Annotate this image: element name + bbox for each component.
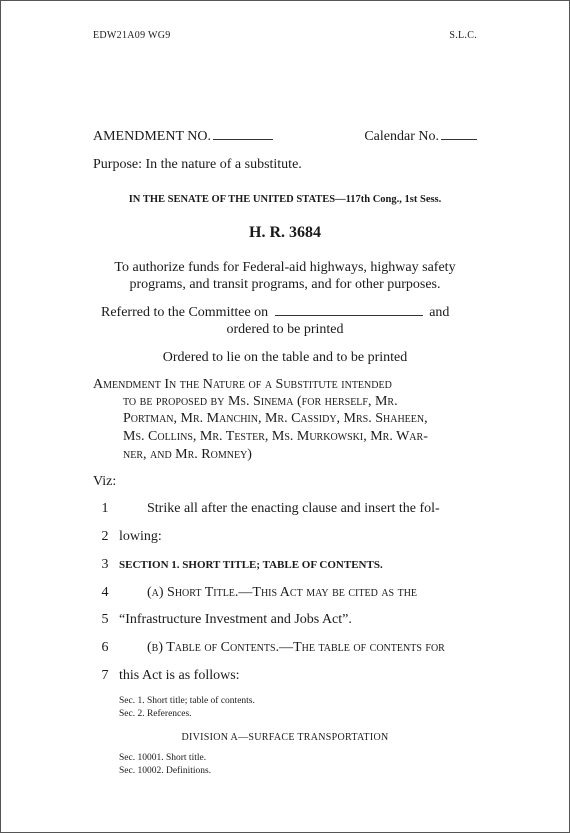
viz-label: Viz: bbox=[93, 474, 117, 489]
line-text: lowing: bbox=[119, 529, 162, 544]
line-text: (a) Short Title.—This Act may be cited as the bbox=[147, 585, 418, 600]
line-text: this Act is as follows: bbox=[119, 668, 240, 683]
line-text: “Infrastructure Investment and Jobs Act”. bbox=[119, 612, 352, 627]
ans-line-5: ner, and Mr. Romney) bbox=[123, 447, 252, 462]
ordered-table-line: Ordered to lie on the table and to be printed bbox=[162, 350, 408, 365]
bill-title-line-2: programs, and transit programs, and for other purposes. bbox=[129, 277, 441, 292]
line-number: 1 bbox=[101, 501, 109, 516]
committee-blank bbox=[275, 315, 423, 316]
referred-line bbox=[101, 305, 449, 321]
ans-line-4: Ms. Collins, Mr. Tester, Ms. Murkowski, Mr. War- bbox=[123, 429, 428, 444]
amendment-no bbox=[93, 129, 273, 145]
section-heading: SECTION 1. SHORT TITLE; TABLE OF CONTENTS. bbox=[119, 559, 383, 571]
line-number: 3 bbox=[101, 557, 109, 572]
doc-code: EDW21A09 WG9 bbox=[93, 30, 171, 41]
line-number: 4 bbox=[101, 585, 109, 600]
line-text: (b) Table of Contents.—The table of contents for bbox=[147, 640, 445, 655]
line-number: 6 bbox=[101, 640, 109, 655]
calendar-no bbox=[364, 129, 477, 145]
referred-and: and bbox=[429, 305, 450, 320]
line-number: 2 bbox=[101, 529, 109, 544]
session-line: IN THE SENATE OF THE UNITED STATES—117th Cong., 1st Sess. bbox=[128, 194, 442, 205]
calendar-label: Calendar No. bbox=[364, 129, 439, 144]
bill-number: H. R. 3684 bbox=[249, 224, 321, 241]
referred-label: Referred to the Committee on bbox=[101, 305, 269, 320]
toc-entry: Sec. 10001. Short title. bbox=[119, 753, 207, 763]
line-text: Strike all after the enacting clause and insert the fol- bbox=[147, 501, 440, 516]
line-number: 7 bbox=[101, 668, 109, 683]
bill-title-line-1: To authorize funds for Federal-aid highways, highway safety bbox=[114, 260, 456, 275]
amendment-label: AMENDMENT NO. bbox=[93, 129, 211, 144]
line-number: 5 bbox=[101, 612, 109, 627]
purpose-text: Purpose: In the nature of a substitute. bbox=[93, 157, 302, 172]
toc-entry: Sec. 2. References. bbox=[119, 709, 192, 719]
amendment-blank bbox=[213, 139, 273, 140]
toc-entry: Sec. 10002. Definitions. bbox=[119, 766, 212, 776]
toc-entry: Sec. 1. Short title; table of contents. bbox=[119, 696, 255, 706]
ans-line-2: to be proposed by Ms. Sinema (for herself, Mr. bbox=[123, 394, 398, 409]
calendar-blank bbox=[441, 139, 477, 140]
toc-division-heading: DIVISION A—SURFACE TRANSPORTATION bbox=[181, 732, 389, 743]
slc-code: S.L.C. bbox=[449, 30, 477, 41]
ordered-printed: ordered to be printed bbox=[226, 322, 344, 337]
ans-line-1: Amendment In the Nature of a Substitute intended bbox=[93, 377, 392, 392]
ans-line-3: Portman, Mr. Manchin, Mr. Cassidy, Mrs. Shaheen, bbox=[123, 411, 428, 426]
